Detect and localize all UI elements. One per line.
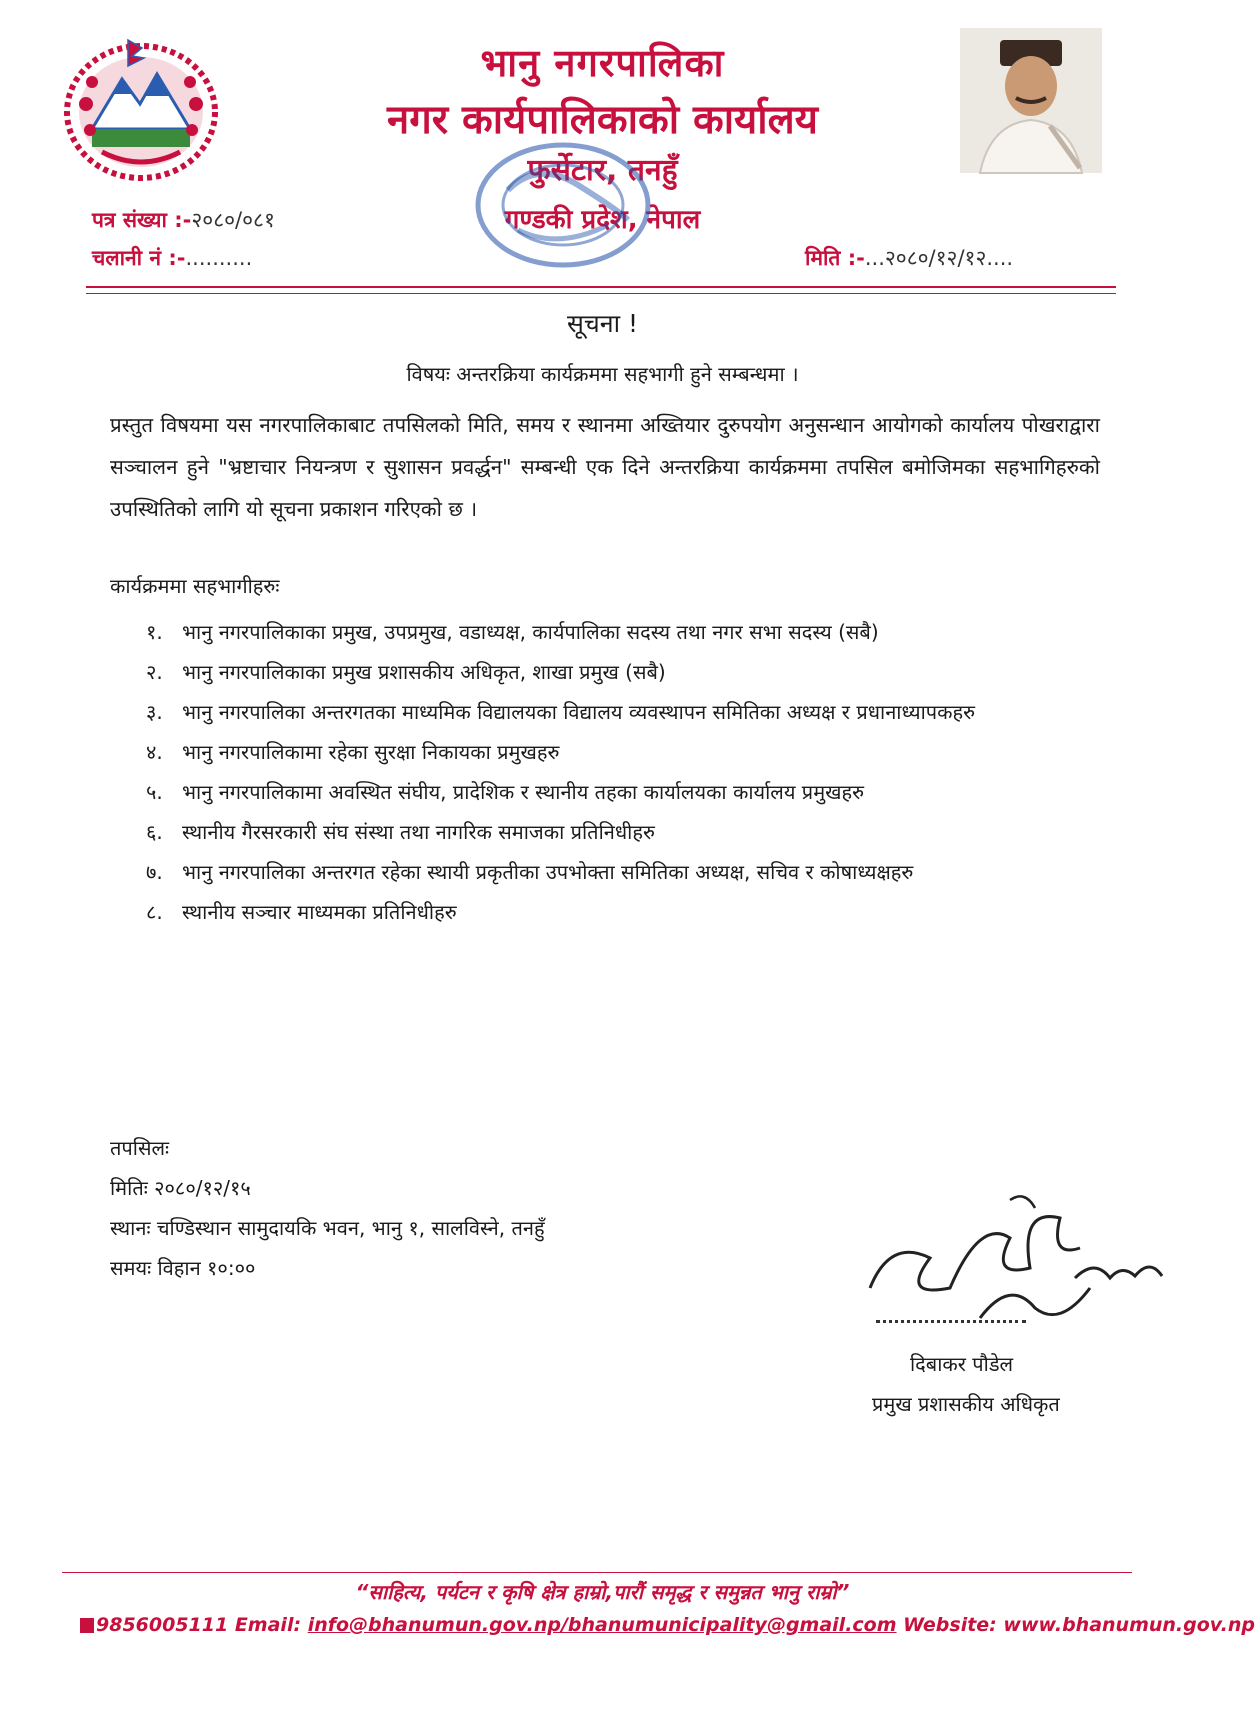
letter-date [805,244,1013,272]
email-label: Email: [234,1614,302,1636]
participants-heading: कार्यक्रममा सहभागीहरुः [110,574,280,598]
list-item: २. भानु नगरपालिकाका प्रमुख प्रशासकीय अधिकृत, शाखा प्रमुख (सबै) [146,660,666,684]
header-divider [86,286,1116,288]
dispatch-number-label: चलानी नं :- [92,246,186,270]
phone-number: 9856005111 [96,1614,229,1636]
footer-contact [80,1614,1255,1636]
letter-date-value: ...२०८०/१२/१२.... [864,246,1014,270]
office-stamp-icon [448,130,678,280]
letter-date-label: मिति :- [805,246,865,270]
email-link[interactable]: info@bhanumun.gov.np/bhanumunicipality@gmail.com [307,1614,897,1636]
list-item: ६. स्थानीय गैरसरकारी संघ संस्था तथा नागरिक समाजका प्रतिनिधीहरु [146,820,655,844]
list-item: ७. भानु नगरपालिका अन्तरगत रहेका स्थायी प्रकृतीका उपभोक्ता समितिका अध्यक्ष, सचिव र कोषाध्यक्षहरु [146,860,914,884]
schedule-heading: तपसिलः [110,1136,170,1160]
list-item: १. भानु नगरपालिकाका प्रमुख, उपप्रमुख, वडाध्यक्ष, कार्यपालिका सदस्य तथा नगर सभा सदस्य (सबै) [146,620,879,644]
list-item: ८. स्थानीय सञ्चार माध्यमका प्रतिनिधीहरु [146,900,457,924]
office-name: नगर कार्यपालिकाको कार्यालय [387,97,818,143]
letter-number-label: पत्र संख्या :- [92,208,192,232]
province-country: गण्डकी प्रदेश, नेपाल [504,205,701,235]
website-label: Website: [903,1614,997,1636]
notice-subject: विषयः अन्तरक्रिया कार्यक्रममा सहभागी हुने सम्बन्धमा । [406,362,799,386]
header-divider-thin [86,293,1116,294]
signature-line [876,1320,1026,1323]
letter-number [92,206,275,234]
list-item: ५. भानु नगरपालिकामा अवस्थित संघीय, प्रादेशिक र स्थानीय तहका कार्यालयका कार्यालय प्रमुखहरु [146,780,865,804]
participants-list [146,612,1096,932]
schedule-place: स्थानः चण्डिस्थान सामुदायकि भवन, भानु १, सालविस्ने, तनहुँ [110,1216,545,1240]
signer-name: दिबाकर पौडेल [910,1352,1014,1376]
dispatch-number [92,244,252,272]
schedule-details [110,1128,545,1288]
website-link[interactable]: www.bhanumun.gov.np [1003,1614,1255,1636]
footer-slogan: “साहित्य, पर्यटन र कृषि क्षेत्र हाम्रो,पारौं समृद्ध र समुन्नत भानु राम्रो” [355,1580,850,1604]
letter-number-value: २०८०/०८१ [191,208,275,232]
office-location: फुर्सेटार, तनहुँ [527,153,678,188]
list-item: ४. भानु नगरपालिकामा रहेका सुरक्षा निकायका प्रमुखहरु [146,740,560,764]
phone-icon [80,1618,94,1633]
schedule-date: मितिः २०८०/१२/१५ [110,1176,251,1200]
footer-divider [62,1572,1132,1573]
notice-title: सूचना ! [566,309,639,338]
dispatch-number-value: .......... [185,246,253,270]
schedule-time: समयः विहान १०:०० [110,1256,256,1280]
signer-title: प्रमुख प्रशासकीय अधिकृत [872,1392,1060,1416]
notice-body: प्रस्तुत विषयमा यस नगरपालिकाबाट तपसिलको मिति, समय र स्थानमा अख्तियार दुरुपयोग अनुसन्धान आयोगको कार्यालय पोखराद्वारा सञ्चालन हुने "भ्रष्टाचार नियन्त्रण र सुशासन प्रवर्द्धन" सम्बन्धी एक दिने अन्तरक्रिया कार्यक्रममा तपसिल बमोजिमका सहभागिहरुको उपस्थितिको लागि यो सूचना प्रकाशन गरिएको छ । [110,413,1100,521]
handwritten-signature [860,1178,1190,1340]
list-item: ३. भानु नगरपालिका अन्तरगतका माध्यमिक विद्यालयका विद्यालय व्यवस्थापन समितिका अध्यक्ष र प्रधानाध्यापकहरु [146,700,976,724]
municipality-name: भानु नगरपालिका [480,41,725,85]
